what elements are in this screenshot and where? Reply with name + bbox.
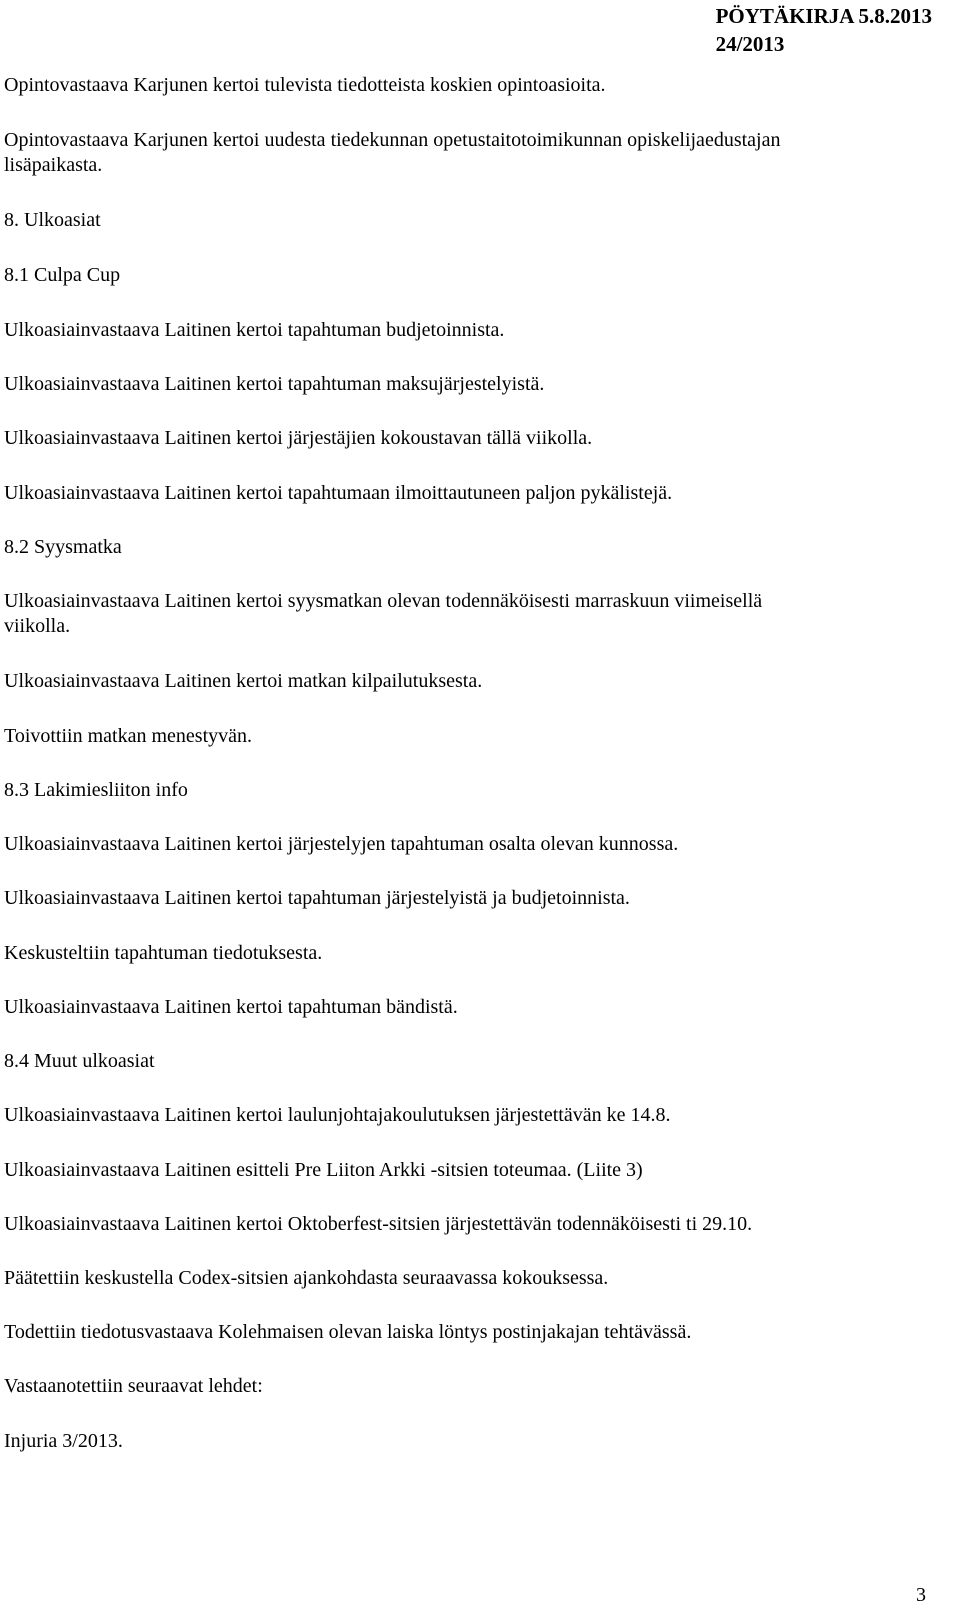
paragraph-line: Ulkoasiainvastaava Laitinen kertoi järjestelyjen tapahtuman osalta olevan kunnossa.: [4, 833, 679, 855]
paragraph-line: Ulkoasiainvastaava Laitinen kertoi matkan kilpailutuksesta.: [4, 670, 483, 692]
document-number: 24/2013: [715, 32, 785, 56]
paragraph-line: Vastaanotettiin seuraavat lehdet:: [4, 1375, 263, 1397]
paragraph-line: Ulkoasiainvastaava Laitinen kertoi tapahtumaan ilmoittautuneen paljon pykälistejä.: [4, 482, 673, 504]
paragraph-line: Opintovastaava Karjunen kertoi uudesta tiedekunnan opetustaitotoimikunnan opiskelijaedustajan: [4, 129, 781, 151]
document-title: PÖYTÄKIRJA 5.8.2013: [715, 4, 932, 28]
paragraph-line: Toivottiin matkan menestyvän.: [4, 725, 252, 747]
paragraph-line: Ulkoasiainvastaava Laitinen kertoi tapahtuman järjestelyistä ja budjetoinnista.: [4, 887, 630, 909]
paragraph-line: Ulkoasiainvastaava Laitinen kertoi järjestäjien kokoustavan tällä viikolla.: [4, 427, 593, 449]
paragraph-line: Ulkoasiainvastaava Laitinen kertoi tapahtuman budjetoinnista.: [4, 319, 505, 341]
paragraph-line: Todettiin tiedotusvastaava Kolehmaisen olevan laiska löntys postinjakajan tehtävässä.: [4, 1321, 692, 1343]
paragraph-line: Opintovastaava Karjunen kertoi tulevista tiedotteista koskien opintoasioita.: [4, 74, 606, 96]
subsection-heading: 8.4 Muut ulkoasiat: [4, 1050, 155, 1072]
document-header: [716, 2, 932, 58]
paragraph-line: Keskusteltiin tapahtuman tiedotuksesta.: [4, 942, 323, 964]
subsection-heading: 8.1 Culpa Cup: [4, 264, 121, 286]
paragraph-line: lisäpaikasta.: [4, 154, 103, 176]
paragraph-line: Ulkoasiainvastaava Laitinen kertoi tapahtuman bändistä.: [4, 996, 458, 1018]
paragraph-line: Ulkoasiainvastaava Laitinen kertoi Oktoberfest-sitsien järjestettävän todennäköisesti ti 29.10.: [4, 1213, 753, 1235]
paragraph-line: Päätettiin keskustella Codex-sitsien ajankohdasta seuraavassa kokouksessa.: [4, 1267, 609, 1289]
subsection-heading: 8.3 Lakimiesliiton info: [4, 779, 188, 801]
subsection-heading: 8.2 Syysmatka: [4, 536, 122, 558]
paragraph-line: Ulkoasiainvastaava Laitinen kertoi tapahtuman maksujärjestelyistä.: [4, 373, 545, 395]
page-number: 3: [916, 1584, 926, 1606]
paragraph-line: Ulkoasiainvastaava Laitinen esitteli Pre Liiton Arkki -sitsien toteumaa. (Liite 3): [4, 1159, 643, 1181]
section-heading: 8. Ulkoasiat: [4, 209, 101, 231]
paragraph-line: Ulkoasiainvastaava Laitinen kertoi syysmatkan olevan todennäköisesti marraskuun viimeisellä: [4, 590, 763, 612]
paragraph-line: viikolla.: [4, 615, 71, 637]
paragraph-line: Ulkoasiainvastaava Laitinen kertoi laulunjohtajakoulutuksen järjestettävän ke 14.8.: [4, 1104, 671, 1126]
paragraph-line: Injuria 3/2013.: [4, 1430, 123, 1452]
